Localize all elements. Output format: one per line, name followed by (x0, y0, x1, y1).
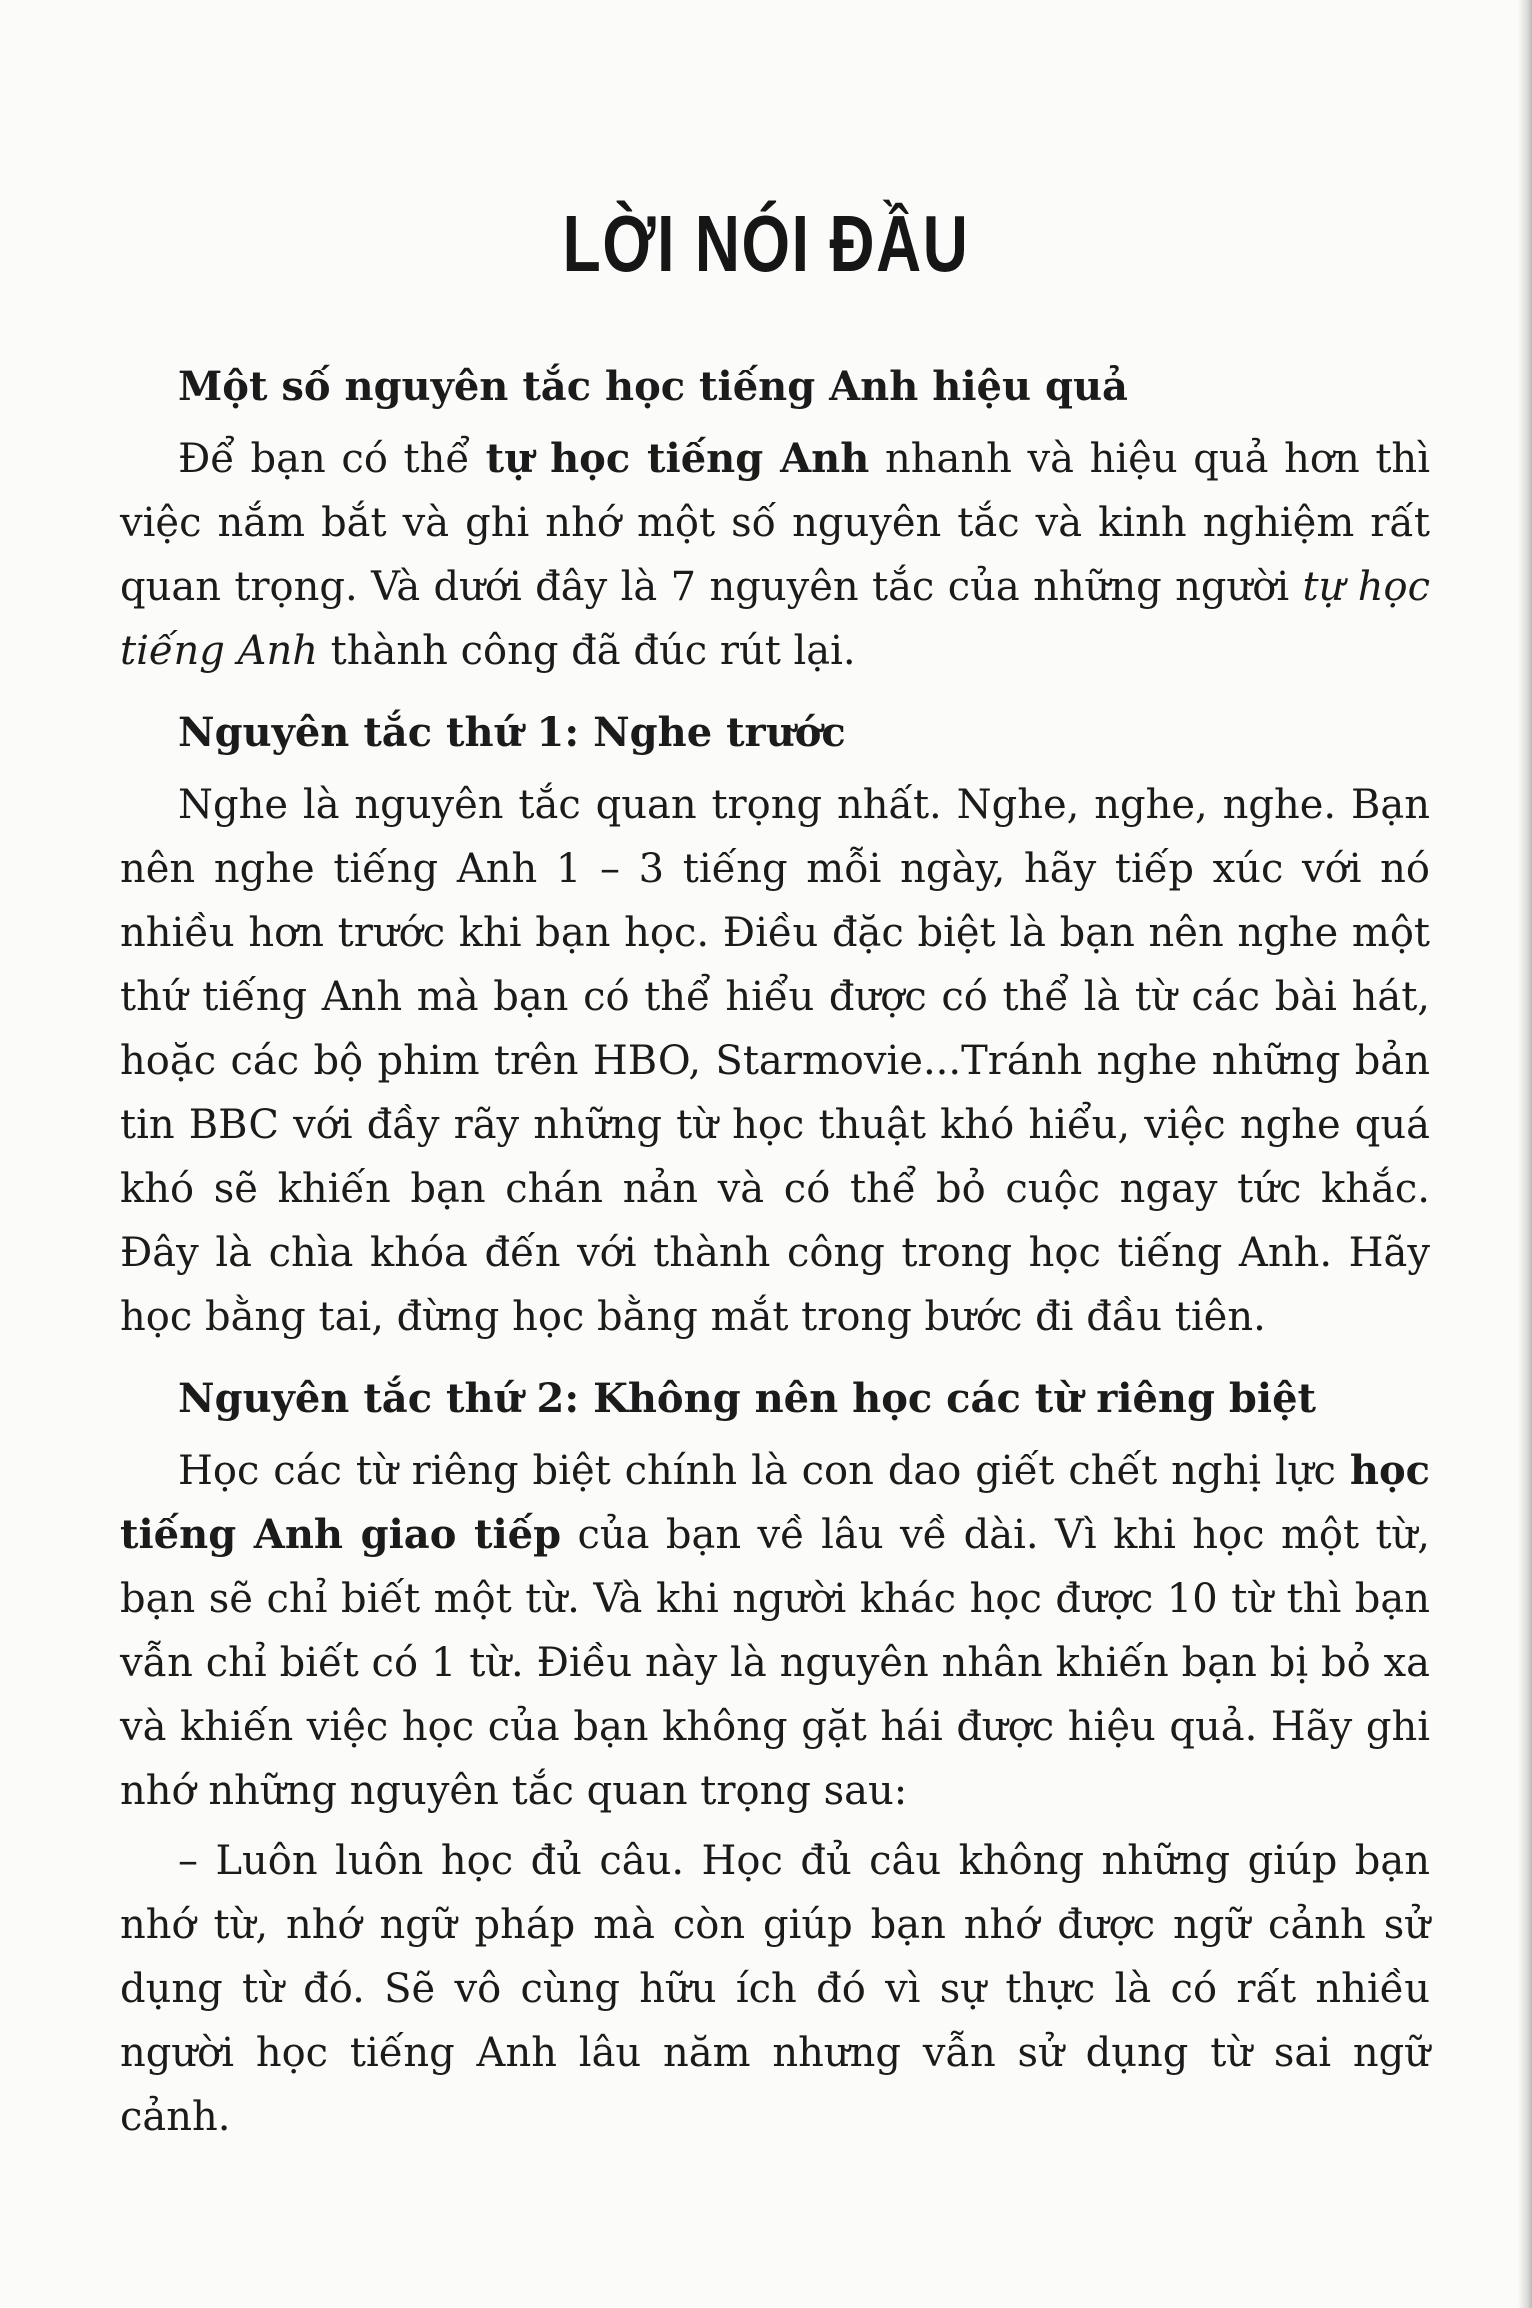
rule2-text-1: Học các từ riêng biệt chính là con dao giết chết nghị lực (178, 1448, 1350, 1494)
rule2-text-2: của bạn về lâu về dài. Vì khi học một từ, bạn sẽ chỉ biết một từ. Và khi người khác học được 10 từ thì bạn vẫn chỉ biết có 1 từ. Điều này là nguyên nhân khiến bạn bị bỏ xa và khiến việc học của bạn không gặt hái được hiệu quả. Hãy ghi nhớ những nguyên tắc quan trọng sau: (120, 1512, 1430, 1814)
rule2-bullet: – Luôn luôn học đủ câu. Học đủ câu không những giúp bạn nhớ từ, nhớ ngữ pháp mà còn giúp bạn nhớ được ngữ cảnh sử dụng từ đó. Sẽ vô cùng hữu ích đó vì sự thực là có rất nhiều người học tiếng Anh lâu năm nhưng vẫn sử dụng từ sai ngữ cảnh. (120, 1838, 1430, 2140)
intro-text-3: thành công đã đúc rút lại. (317, 628, 856, 674)
intro-bold-phrase: tự học tiếng Anh (485, 435, 870, 482)
intro-italic-phrase: tự học tiếng Anh (120, 564, 1430, 674)
intro-text-2: nhanh và hiệu quả hơn thì việc nắm bắt và ghi nhớ một số nguyên tắc và kinh nghiệm rất quan trọng. Và dưới đây là 7 nguyên tắc của những người (120, 436, 1430, 610)
rule2-heading: Nguyên tắc thứ 2: Không nên học các từ riêng biệt (178, 1375, 1316, 1422)
intro-text-1: Để bạn có thể (178, 436, 486, 482)
page-title: LỜI NÓI ĐẦU (562, 199, 970, 288)
intro-heading: Một số nguyên tắc học tiếng Anh hiệu quả (178, 363, 1128, 410)
rule1-paragraph: Nghe là nguyên tắc quan trọng nhất. Nghe, nghe, nghe. Bạn nên nghe tiếng Anh 1 – 3 tiếng mỗi ngày, hãy tiếp xúc với nó nhiều hơn trước khi bạn học. Điều đặc biệt là bạn nên nghe một thứ tiếng Anh mà bạn có thể hiểu được có thể là từ các bài hát, hoặc các bộ phim trên HBO, Starmovie...Tránh nghe những bản tin BBC với đầy rãy những từ học thuật khó hiểu, việc nghe quá khó sẽ khiến bạn chán nản và có thể bỏ cuộc ngay tức khắc. Đây là chìa khóa đến với thành công trong học tiếng Anh. Hãy học bằng tai, đừng học bằng mắt trong bước đi đầu tiên. (120, 782, 1430, 1340)
intro-paragraph (120, 427, 1430, 683)
rule1-heading: Nguyên tắc thứ 1: Nghe trước (178, 709, 846, 756)
page-edge-shadow (1518, 0, 1532, 2308)
page-content (120, 355, 1430, 2149)
rule2-bold-phrase: học tiếng Anh giao tiếp (120, 1447, 1430, 1558)
rule2-paragraph (120, 1439, 1430, 1823)
